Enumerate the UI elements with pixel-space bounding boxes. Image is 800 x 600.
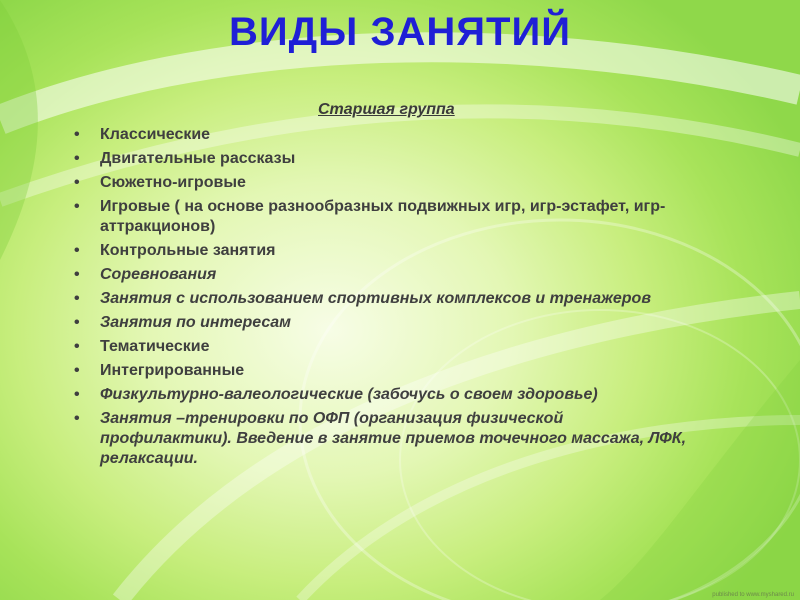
list-item: • Занятия по интересам [74, 313, 694, 333]
group-subtitle: Старшая группа [318, 101, 455, 118]
list-item: • Физкультурно-валеологические (забочусь о своем здоровье) [74, 385, 694, 405]
watermark: published to www.myshared.ru [712, 592, 794, 598]
list-item: • Занятия –тренировки по ОФП (организация физической профилактики). Введение в занятие приемов точечного массажа, ЛФК, релаксации. [74, 409, 694, 469]
list-item: • Игровые ( на основе разнообразных подвижных игр, игр-эстафет, игр-аттракционов) [74, 197, 694, 237]
list-item: • Занятия с использованием спортивных комплексов и тренажеров [74, 289, 694, 309]
list-item: • Двигательные рассказы [74, 149, 694, 169]
list-item: • Интегрированные [74, 361, 694, 381]
list-item: • Сюжетно-игровые [74, 173, 694, 193]
list-item: • Контрольные занятия [74, 241, 694, 261]
activity-list [74, 125, 694, 473]
list-item: • Соревнования [74, 265, 694, 285]
slide-title: ВИДЫ ЗАНЯТИЙ [229, 10, 571, 54]
list-item: • Классические [74, 125, 694, 145]
list-item: • Тематические [74, 337, 694, 357]
